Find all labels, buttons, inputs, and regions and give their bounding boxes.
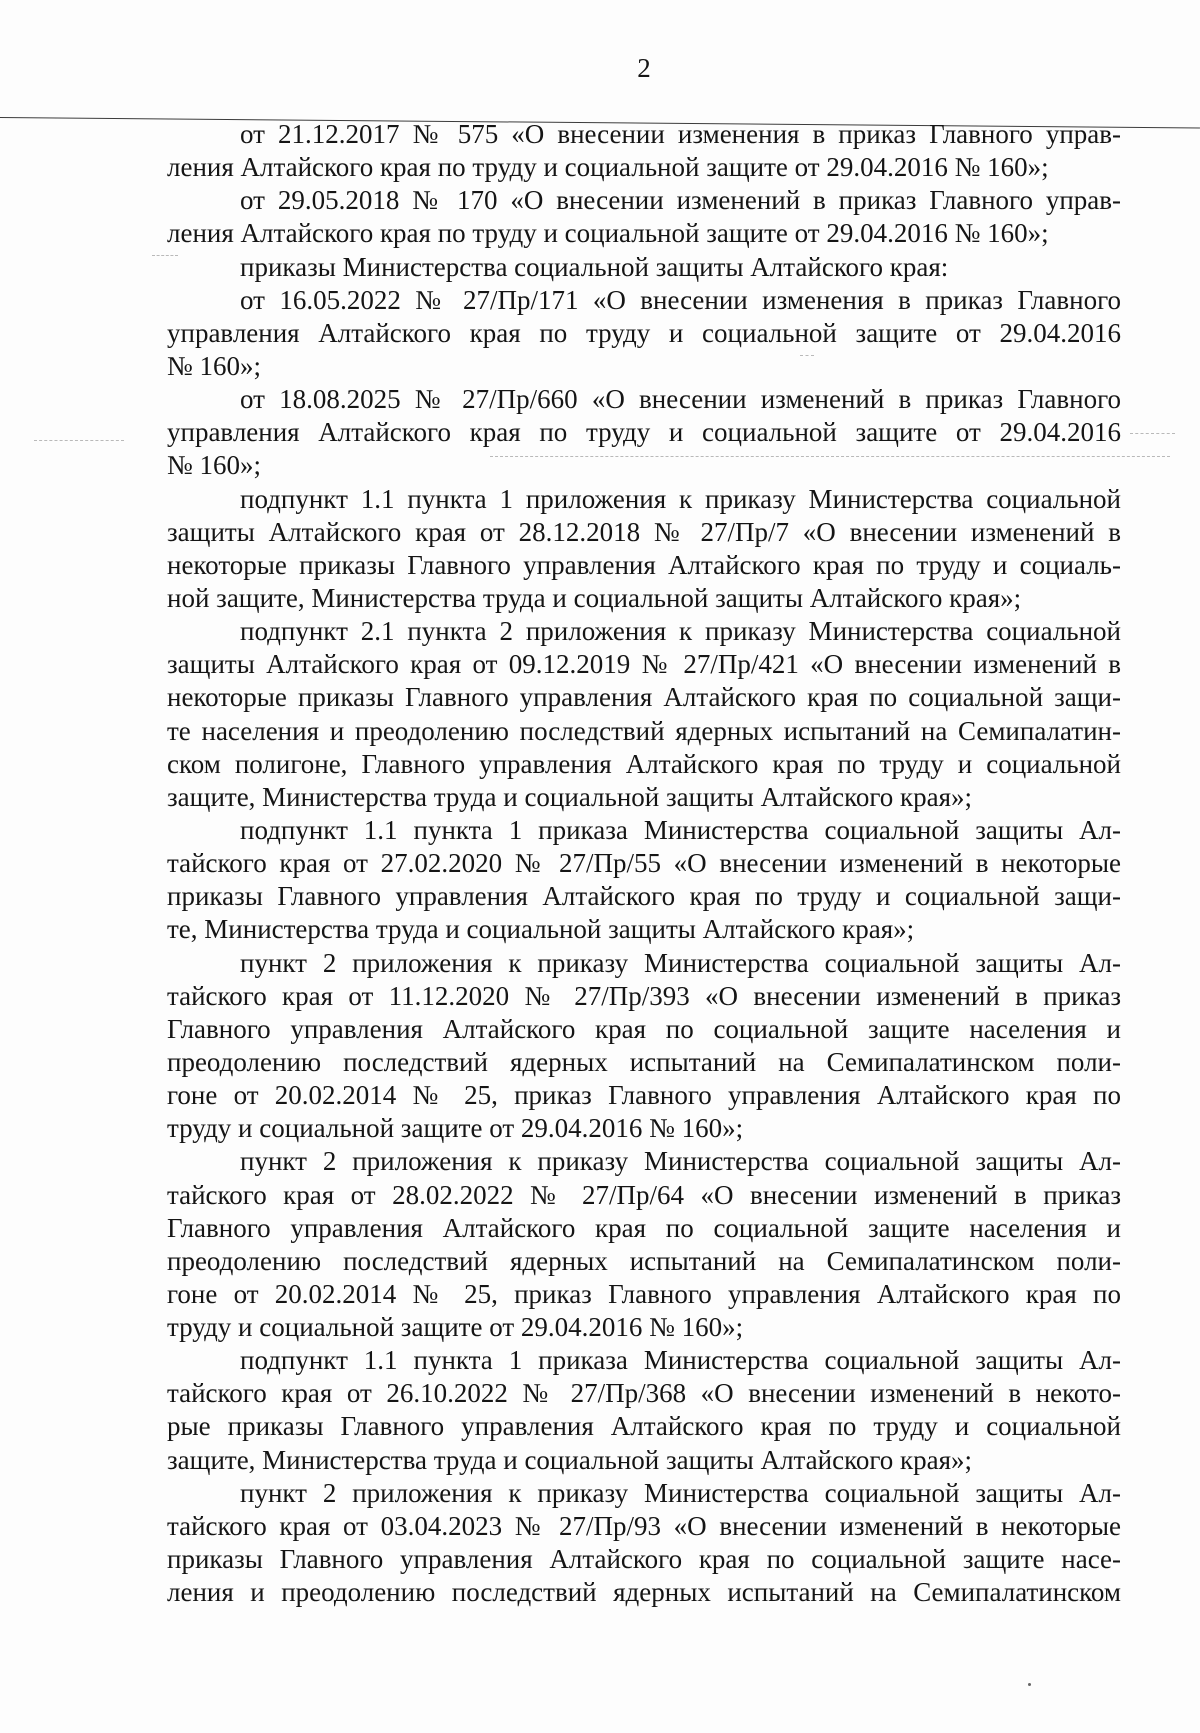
text-line: некоторые приказы Главного управления Алтайского края по труду и социаль- [167, 549, 1121, 580]
paragraph [167, 118, 1121, 184]
text-line: защиты Алтайского края от 09.12.2019 № 27/Пр/421 «О внесении изменений в [167, 649, 1121, 680]
document-body [167, 118, 1121, 1609]
text-line: от 18.08.2025 № 27/Пр/660 «О внесении изменений в приказ Главного [240, 384, 1121, 415]
text-line: труду и социальной защите от 29.04.2016 № 160»; [167, 1312, 744, 1343]
text-line: приказы Министерства социальной защиты Алтайского края: [240, 251, 949, 282]
text-line: Главного управления Алтайского края по социальной защите населения и [167, 1212, 1121, 1243]
text-line: труду и социальной защите от 29.04.2016 № 160»; [167, 1113, 744, 1144]
text-line: преодолению последствий ядерных испытаний на Семипалатинском поли- [167, 1046, 1121, 1077]
paragraph [167, 383, 1121, 482]
text-line: рые приказы Главного управления Алтайского края по труду и социальной [167, 1411, 1121, 1442]
text-line: тайского края от 26.10.2022 № 27/Пр/368 «О внесении изменений в некото- [167, 1378, 1121, 1409]
text-line: № 160»; [167, 450, 262, 481]
paragraph [167, 615, 1121, 814]
paragraph [167, 814, 1121, 947]
text-line: те населения и преодолению последствий ядерных испытаний на Семипалатин- [167, 715, 1121, 746]
text-line: тайского края от 28.02.2022 № 27/Пр/64 «О внесении изменений в приказ [167, 1179, 1121, 1210]
paragraph [167, 483, 1121, 616]
paragraph [167, 184, 1121, 250]
text-line: ления Алтайского края по труду и социальной защите от 29.04.2016 № 160»; [167, 152, 1049, 183]
text-line: приказы Главного управления Алтайского края по труду и социальной защи- [167, 881, 1121, 912]
text-line: некоторые приказы Главного управления Алтайского края по социальной защи- [167, 682, 1121, 713]
page-number: 2 [637, 53, 651, 83]
text-line: подпункт 1.1 пункта 1 приложения к приказу Министерства социальной [240, 483, 1121, 514]
scan-artifact [1028, 1683, 1031, 1686]
paragraph [167, 251, 1121, 284]
text-line: тайского края от 11.12.2020 № 27/Пр/393 «О внесении изменений в приказ [167, 980, 1121, 1011]
text-line: от 21.12.2017 № 575 «О внесении изменения в приказ Главного управ- [240, 119, 1121, 149]
text-line: подпункт 2.1 пункта 2 приложения к приказу Министерства социальной [240, 616, 1121, 647]
text-line: подпункт 1.1 пункта 1 приказа Министерства социальной защиты Ал- [240, 1345, 1121, 1376]
text-line: гоне от 20.02.2014 № 25, приказ Главного управления Алтайского края по [167, 1278, 1121, 1309]
text-line: ной защите, Министерства труда и социальной защиты Алтайского края»; [167, 582, 1022, 613]
scan-artifact [34, 440, 124, 441]
text-line: ления Алтайского края по труду и социальной защите от 29.04.2016 № 160»; [167, 218, 1049, 249]
text-line: от 16.05.2022 № 27/Пр/171 «О внесении изменения в приказ Главного [240, 284, 1121, 315]
paragraph [167, 284, 1121, 383]
text-line: преодолению последствий ядерных испытаний на Семипалатинском поли- [167, 1245, 1121, 1276]
text-line: защите, Министерства труда и социальной защиты Алтайского края»; [167, 781, 973, 812]
paragraph [167, 1145, 1121, 1344]
text-line: приказы Главного управления Алтайского края по социальной защите насе- [167, 1544, 1121, 1575]
text-line: пункт 2 приложения к приказу Министерства социальной защиты Ал- [240, 1477, 1121, 1508]
text-line: тайского края от 27.02.2020 № 27/Пр/55 «О внесении изменений в некоторые [167, 848, 1121, 879]
text-line: управления Алтайского края по труду и социальной защите от 29.04.2016 [167, 317, 1121, 348]
text-line: ления и преодолению последствий ядерных испытаний на Семипалатинском [167, 1577, 1121, 1608]
scan-artifact [1130, 433, 1175, 434]
text-line: Главного управления Алтайского края по социальной защите населения и [167, 1013, 1121, 1044]
text-line: пункт 2 приложения к приказу Министерства социальной защиты Ал- [240, 947, 1121, 978]
text-line: те, Министерства труда и социальной защиты Алтайского края»; [167, 914, 915, 945]
text-line: защиты Алтайского края от 28.12.2018 № 27/Пр/7 «О внесении изменений в [167, 516, 1121, 547]
text-line: тайского края от 03.04.2023 № 27/Пр/93 «О внесении изменений в некоторые [167, 1510, 1121, 1541]
text-line: пункт 2 приложения к приказу Министерства социальной защиты Ал- [240, 1146, 1121, 1177]
paragraph [167, 1477, 1121, 1610]
text-line: управления Алтайского края по труду и социальной защите от 29.04.2016 [167, 417, 1121, 448]
paragraph [167, 947, 1121, 1146]
text-line: защите, Министерства труда и социальной защиты Алтайского края»; [167, 1444, 973, 1475]
paragraph [167, 1344, 1121, 1477]
text-line: гоне от 20.02.2014 № 25, приказ Главного управления Алтайского края по [167, 1080, 1121, 1111]
text-line: от 29.05.2018 № 170 «О внесении изменений в приказ Главного управ- [240, 185, 1121, 216]
text-line: № 160»; [167, 350, 262, 381]
text-line: ском полигоне, Главного управления Алтайского края по труду и социальной [167, 748, 1121, 779]
text-line: подпункт 1.1 пункта 1 приказа Министерства социальной защиты Ал- [240, 814, 1121, 845]
